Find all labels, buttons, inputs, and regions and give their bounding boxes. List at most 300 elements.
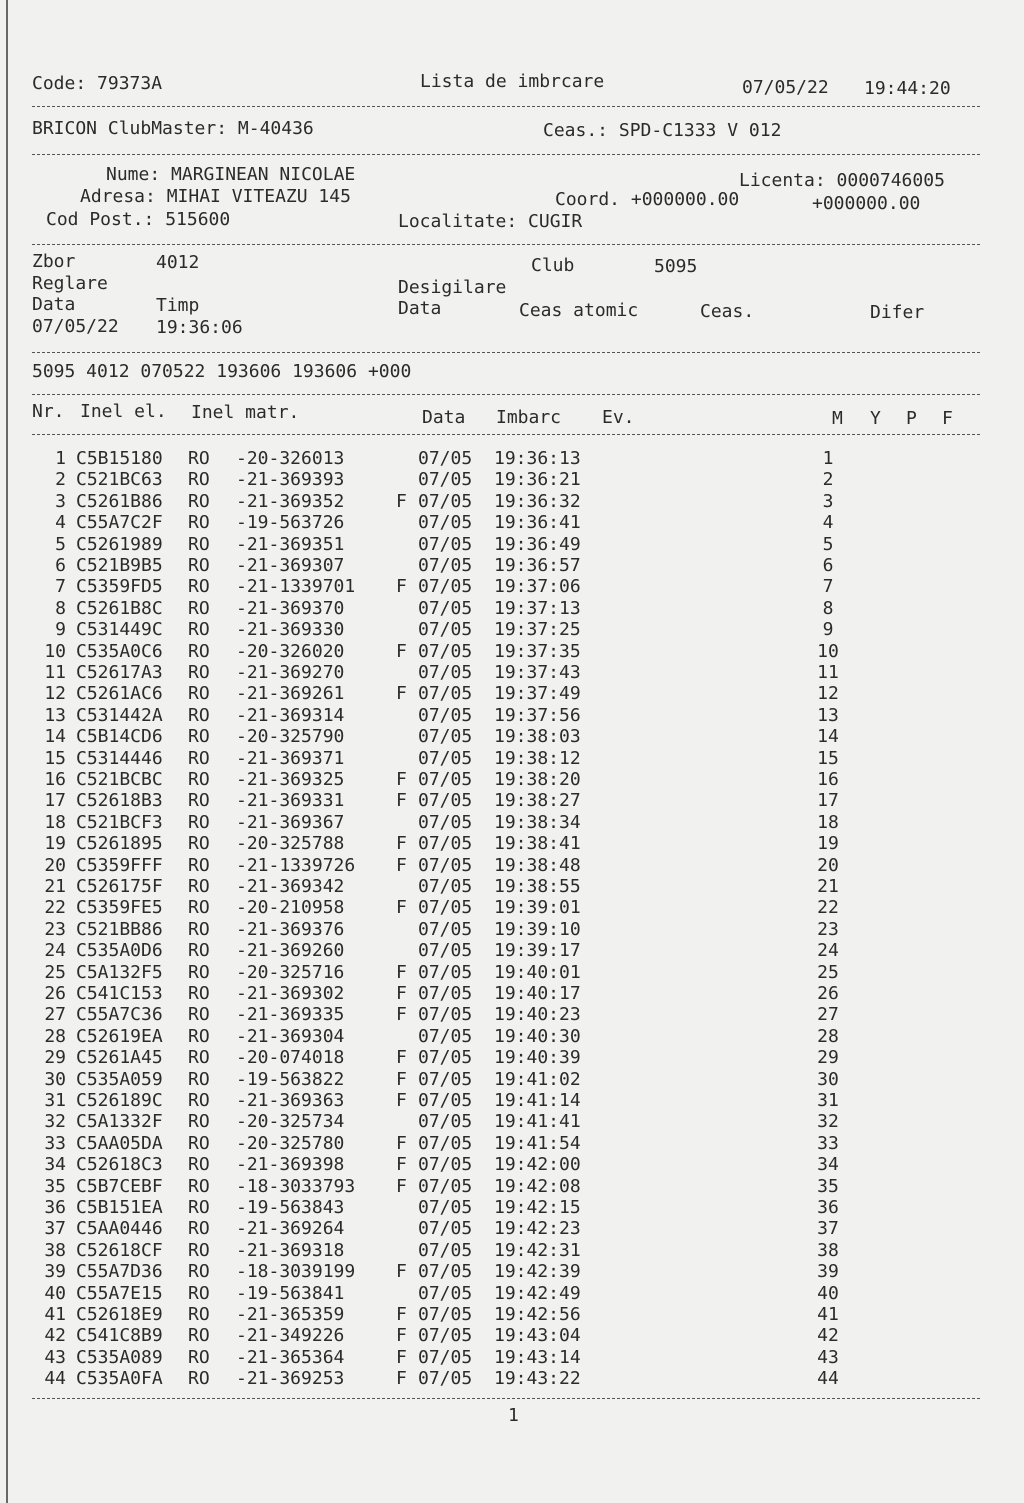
ring-number: -21-369352 — [236, 490, 345, 512]
country-code: RO — [188, 854, 210, 876]
electronic-ring: C52618CF — [76, 1239, 163, 1261]
coordinates-second: +000000.00 — [812, 193, 921, 214]
flag-mark: F — [396, 854, 407, 876]
country-code: RO — [188, 1197, 210, 1218]
m-count: 21 — [817, 876, 839, 897]
flag-mark: F — [396, 983, 407, 1004]
table-row — [0, 555, 1024, 576]
flag-mark: F — [396, 1325, 407, 1347]
basket-time: 19:41:14 — [494, 1090, 581, 1111]
row-number: 8 — [55, 597, 66, 619]
table-row — [0, 512, 1024, 533]
basket-date: 07/05 — [418, 619, 473, 641]
country-code: RO — [188, 1004, 210, 1026]
basket-time: 19:40:39 — [494, 1047, 581, 1069]
ring-number: -21-369393 — [236, 469, 345, 491]
country-code: RO — [188, 726, 210, 748]
country-code: RO — [188, 662, 210, 683]
basket-time: 19:38:55 — [494, 876, 581, 897]
m-count: 12 — [817, 683, 839, 705]
flag-mark: F — [396, 1175, 407, 1197]
basket-time: 19:42:56 — [494, 1304, 581, 1325]
basket-date: 07/05 — [418, 1025, 473, 1047]
table-row — [0, 833, 1024, 854]
flight-code-line: 5095 4012 070522 193606 193606 +000 — [32, 361, 412, 382]
row-number: 29 — [44, 1047, 66, 1069]
table-row — [0, 1069, 1024, 1090]
owner-postal-code: Cod Post.: 515600 — [46, 209, 231, 230]
country-code: RO — [188, 940, 210, 962]
flag-mark: F — [396, 1304, 407, 1325]
basket-date: 07/05 — [418, 983, 473, 1004]
basket-date: 07/05 — [418, 1154, 473, 1176]
flag-mark: F — [396, 1154, 407, 1176]
basket-date: 07/05 — [418, 469, 473, 491]
flag-mark: F — [396, 790, 407, 812]
row-number: 40 — [44, 1282, 66, 1304]
basket-date: 07/05 — [418, 597, 473, 619]
electronic-ring: C535A089 — [76, 1346, 163, 1368]
ceas-atomic-label: Ceas atomic — [519, 300, 639, 321]
basket-time: 19:37:43 — [494, 662, 581, 683]
ring-number: -21-369318 — [236, 1239, 345, 1261]
ring-number: -19-563841 — [236, 1282, 345, 1304]
flag-mark: F — [396, 1132, 407, 1154]
m-count: 7 — [822, 576, 834, 598]
m-count: 23 — [817, 918, 839, 940]
ring-number: -20-325716 — [236, 961, 345, 983]
ring-number: -21-365359 — [236, 1304, 345, 1325]
row-number: 17 — [44, 790, 66, 812]
document-title: Lista de imbrcare — [420, 71, 605, 92]
basket-time: 19:36:21 — [494, 469, 581, 491]
reglare-time: 19:36:06 — [156, 317, 243, 338]
ring-number: -20-326013 — [236, 448, 345, 469]
row-number: 5 — [55, 533, 66, 555]
ring-number: -21-369260 — [236, 940, 345, 962]
electronic-ring: C521BC63 — [76, 469, 163, 491]
m-count: 44 — [817, 1368, 839, 1390]
row-number: 24 — [44, 940, 66, 962]
country-code: RO — [188, 1346, 210, 1368]
electronic-ring: C55A7C2F — [76, 512, 163, 534]
basket-time: 19:42:49 — [494, 1282, 581, 1304]
table-row — [0, 790, 1024, 811]
country-code: RO — [188, 597, 210, 619]
m-count: 5 — [822, 533, 834, 555]
col-inel-matr: Inel matr. — [191, 402, 300, 423]
basket-date: 07/05 — [418, 1325, 473, 1347]
row-number: 36 — [44, 1197, 66, 1218]
table-row — [0, 1047, 1024, 1068]
country-code: RO — [188, 1239, 210, 1261]
basket-time: 19:42:31 — [494, 1239, 581, 1261]
flag-mark: F — [396, 769, 407, 790]
country-code: RO — [188, 983, 210, 1004]
m-count: 1 — [822, 448, 834, 469]
club-label: Club — [531, 255, 575, 276]
country-code: RO — [188, 961, 210, 983]
basket-time: 19:42:15 — [494, 1197, 581, 1218]
row-number: 11 — [44, 662, 66, 683]
ring-number: -21-369314 — [236, 704, 345, 726]
electronic-ring: C52618E9 — [76, 1304, 163, 1325]
ring-number: -21-369261 — [236, 683, 345, 705]
m-count: 32 — [817, 1111, 839, 1133]
row-number: 38 — [44, 1239, 66, 1261]
ring-number: -21-369370 — [236, 597, 345, 619]
m-count: 28 — [817, 1025, 839, 1047]
electronic-ring: C5AA05DA — [76, 1132, 163, 1154]
electronic-ring: C5AA0446 — [76, 1218, 163, 1240]
col-m: M — [832, 408, 843, 429]
table-row — [0, 919, 1024, 940]
country-code: RO — [188, 1132, 210, 1154]
col-nr: Nr. — [32, 401, 65, 422]
table-row — [0, 491, 1024, 512]
ring-number: -21-369253 — [236, 1368, 345, 1390]
row-number: 26 — [44, 983, 66, 1004]
electronic-ring: C52618B3 — [76, 790, 163, 812]
reglare-label: Reglare — [32, 273, 108, 294]
row-number: 43 — [44, 1346, 66, 1368]
electronic-ring: C5261A45 — [76, 1047, 163, 1069]
electronic-ring: C521BCBC — [76, 769, 163, 790]
ring-number: -19-563726 — [236, 512, 345, 534]
country-code: RO — [188, 683, 210, 705]
m-count: 38 — [817, 1239, 839, 1261]
m-count: 17 — [817, 790, 839, 812]
table-row — [0, 1111, 1024, 1132]
basket-time: 19:43:14 — [494, 1346, 581, 1368]
ring-number: -21-369331 — [236, 790, 345, 812]
m-count: 22 — [817, 897, 839, 919]
m-count: 34 — [817, 1154, 839, 1176]
m-count: 14 — [817, 726, 839, 748]
m-count: 26 — [817, 983, 839, 1004]
row-number: 27 — [44, 1004, 66, 1026]
basket-date: 07/05 — [418, 640, 473, 662]
electronic-ring: C5261B86 — [76, 490, 163, 512]
country-code: RO — [188, 512, 210, 534]
country-code: RO — [188, 897, 210, 919]
table-row — [0, 469, 1024, 490]
m-count: 25 — [817, 961, 839, 983]
col-inel-el: Inel el. — [80, 401, 167, 422]
ring-number: -20-325780 — [236, 1132, 345, 1154]
ring-number: -20-325788 — [236, 833, 345, 855]
basket-time: 19:40:17 — [494, 983, 581, 1004]
country-code: RO — [188, 704, 210, 726]
ring-number: -18-3033793 — [236, 1175, 356, 1197]
table-row — [0, 1347, 1024, 1368]
ring-number: -21-369302 — [236, 983, 345, 1004]
country-code: RO — [188, 1025, 210, 1047]
basket-time: 19:36:49 — [494, 533, 581, 555]
flag-mark: F — [396, 897, 407, 919]
club-value: 5095 — [654, 256, 698, 277]
country-code: RO — [188, 1175, 210, 1197]
basket-date: 07/05 — [418, 1239, 473, 1261]
table-row — [0, 876, 1024, 897]
print-time: 19:44:20 — [864, 78, 951, 99]
row-number: 37 — [44, 1218, 66, 1240]
country-code: RO — [188, 640, 210, 662]
basket-date: 07/05 — [418, 1132, 473, 1154]
m-count: 31 — [817, 1090, 839, 1111]
m-count: 27 — [817, 1004, 839, 1026]
flag-mark: F — [396, 1047, 407, 1069]
m-count: 4 — [822, 512, 834, 534]
table-row — [0, 1154, 1024, 1175]
basket-time: 19:38:12 — [494, 747, 581, 769]
country-code: RO — [188, 1261, 210, 1283]
basket-time: 19:42:39 — [494, 1261, 581, 1283]
country-code: RO — [188, 448, 210, 469]
ring-number: -21-369351 — [236, 533, 345, 555]
basket-time: 19:42:23 — [494, 1218, 581, 1240]
basket-date: 07/05 — [418, 1218, 473, 1240]
basket-time: 19:43:04 — [494, 1325, 581, 1347]
basket-date: 07/05 — [418, 1175, 473, 1197]
electronic-ring: C5359FFF — [76, 854, 163, 876]
basket-time: 19:43:22 — [494, 1368, 581, 1390]
basket-date: 07/05 — [418, 833, 473, 855]
table-row — [0, 769, 1024, 790]
electronic-ring: C5261895 — [76, 833, 163, 855]
table-row — [0, 962, 1024, 983]
country-code: RO — [188, 1047, 210, 1069]
row-number: 21 — [44, 876, 66, 897]
flag-mark: F — [396, 683, 407, 705]
flag-mark: F — [396, 576, 407, 598]
electronic-ring: C5261AC6 — [76, 683, 163, 705]
row-number: 44 — [44, 1368, 66, 1390]
country-code: RO — [188, 1325, 210, 1347]
electronic-ring: C535A0D6 — [76, 940, 163, 962]
electronic-ring: C531442A — [76, 704, 163, 726]
basket-date: 07/05 — [418, 854, 473, 876]
table-row — [0, 705, 1024, 726]
table-row — [0, 1283, 1024, 1304]
ring-number: -21-369325 — [236, 769, 345, 790]
electronic-ring: C55A7C36 — [76, 1004, 163, 1026]
m-count: 19 — [817, 833, 839, 855]
basket-date: 07/05 — [418, 961, 473, 983]
table-row — [0, 726, 1024, 747]
flag-mark: F — [396, 1004, 407, 1026]
ring-number: -21-369363 — [236, 1090, 345, 1111]
col-p: P — [906, 408, 917, 429]
electronic-ring: C541C153 — [76, 983, 163, 1004]
basket-date: 07/05 — [418, 704, 473, 726]
table-row — [0, 1004, 1024, 1025]
electronic-ring: C535A0C6 — [76, 640, 163, 662]
owner-address: Adresa: MIHAI VITEAZU 145 — [80, 186, 351, 207]
m-count: 13 — [817, 704, 839, 726]
table-row — [0, 1176, 1024, 1197]
row-number: 15 — [44, 747, 66, 769]
electronic-ring: C5B15180 — [76, 448, 163, 469]
country-code: RO — [188, 619, 210, 641]
owner-locality: Localitate: CUGIR — [398, 211, 583, 232]
basket-time: 19:41:02 — [494, 1068, 581, 1090]
table-row — [0, 812, 1024, 833]
basket-date: 07/05 — [418, 940, 473, 962]
m-count: 3 — [822, 490, 834, 512]
data-label: Data — [32, 294, 76, 315]
country-code: RO — [188, 1154, 210, 1176]
desigilare-data-label: Data — [398, 298, 442, 319]
row-number: 34 — [44, 1154, 66, 1176]
flag-mark: F — [396, 1368, 407, 1390]
table-row — [0, 983, 1024, 1004]
table-row — [0, 1368, 1024, 1389]
ring-number: -19-563822 — [236, 1068, 345, 1090]
row-number: 41 — [44, 1304, 66, 1325]
basket-time: 19:36:32 — [494, 490, 581, 512]
table-row — [0, 1090, 1024, 1111]
row-number: 22 — [44, 897, 66, 919]
divider — [32, 434, 980, 435]
country-code: RO — [188, 1218, 210, 1240]
country-code: RO — [188, 576, 210, 598]
basket-date: 07/05 — [418, 1261, 473, 1283]
electronic-ring: C5359FE5 — [76, 897, 163, 919]
basket-date: 07/05 — [418, 576, 473, 598]
row-number: 1 — [55, 448, 66, 469]
basket-date: 07/05 — [418, 1197, 473, 1218]
m-count: 11 — [817, 662, 839, 683]
ring-number: -21-369307 — [236, 555, 345, 576]
basket-date: 07/05 — [418, 490, 473, 512]
country-code: RO — [188, 876, 210, 897]
table-row — [0, 534, 1024, 555]
basket-date: 07/05 — [418, 1004, 473, 1026]
col-ev: Ev. — [602, 407, 635, 428]
basket-time: 19:38:48 — [494, 854, 581, 876]
country-code: RO — [188, 1068, 210, 1090]
row-number: 25 — [44, 961, 66, 983]
basket-time: 19:42:00 — [494, 1154, 581, 1176]
electronic-ring: C521B9B5 — [76, 555, 163, 576]
divider — [32, 244, 980, 245]
zbor-label: Zbor — [32, 251, 76, 272]
country-code: RO — [188, 1282, 210, 1304]
country-code: RO — [188, 490, 210, 512]
col-y: Y — [870, 408, 881, 429]
electronic-ring: C541C8B9 — [76, 1325, 163, 1347]
country-code: RO — [188, 1368, 210, 1390]
ring-number: -18-3039199 — [236, 1261, 356, 1283]
basket-date: 07/05 — [418, 811, 473, 833]
table-row — [0, 940, 1024, 961]
electronic-ring: C521BCF3 — [76, 811, 163, 833]
ceas-column-label: Ceas. — [700, 301, 755, 322]
reglare-date: 07/05/22 — [32, 316, 119, 337]
basket-time: 19:41:54 — [494, 1132, 581, 1154]
basket-date: 07/05 — [418, 555, 473, 576]
row-number: 12 — [44, 683, 66, 705]
basket-date: 07/05 — [418, 683, 473, 705]
country-code: RO — [188, 1111, 210, 1133]
row-number: 6 — [55, 555, 66, 576]
row-number: 14 — [44, 726, 66, 748]
m-count: 18 — [817, 811, 839, 833]
col-f: F — [942, 408, 953, 429]
country-code: RO — [188, 769, 210, 790]
m-count: 43 — [817, 1346, 839, 1368]
m-count: 41 — [817, 1304, 839, 1325]
row-number: 42 — [44, 1325, 66, 1347]
basket-time: 19:38:41 — [494, 833, 581, 855]
difer-label: Difer — [870, 302, 925, 323]
clubmaster-label: BRICON ClubMaster: M-40436 — [32, 118, 314, 139]
coordinates: Coord. +000000.00 — [555, 189, 740, 210]
flag-mark: F — [396, 490, 407, 512]
electronic-ring: C5A132F5 — [76, 961, 163, 983]
table-row — [0, 748, 1024, 769]
basket-time: 19:39:17 — [494, 940, 581, 962]
electronic-ring: C55A7E15 — [76, 1282, 163, 1304]
basket-date: 07/05 — [418, 1111, 473, 1133]
electronic-ring: C521BB86 — [76, 918, 163, 940]
basket-date: 07/05 — [418, 726, 473, 748]
m-count: 35 — [817, 1175, 839, 1197]
basket-time: 19:37:49 — [494, 683, 581, 705]
basket-date: 07/05 — [418, 876, 473, 897]
ring-number: -21-369304 — [236, 1025, 345, 1047]
country-code: RO — [188, 533, 210, 555]
flag-mark: F — [396, 1261, 407, 1283]
electronic-ring: C5359FD5 — [76, 576, 163, 598]
electronic-ring: C5314446 — [76, 747, 163, 769]
ring-number: -21-369330 — [236, 619, 345, 641]
country-code: RO — [188, 1304, 210, 1325]
m-count: 6 — [822, 555, 834, 576]
row-number: 16 — [44, 769, 66, 790]
row-number: 30 — [44, 1068, 66, 1090]
m-count: 33 — [817, 1132, 839, 1154]
basket-time: 19:38:20 — [494, 769, 581, 790]
table-row — [0, 1304, 1024, 1325]
country-code: RO — [188, 790, 210, 812]
table-row — [0, 1325, 1024, 1346]
ring-number: -21-1339701 — [236, 576, 356, 598]
row-number: 10 — [44, 640, 66, 662]
ring-number: -21-369342 — [236, 876, 345, 897]
row-number: 7 — [55, 576, 66, 598]
page-number: 1 — [508, 1405, 519, 1426]
m-count: 29 — [817, 1047, 839, 1069]
table-row — [0, 1133, 1024, 1154]
table-row — [0, 662, 1024, 683]
divider — [32, 352, 980, 353]
basket-date: 07/05 — [418, 1282, 473, 1304]
col-data: Data — [422, 407, 466, 428]
electronic-ring: C531449C — [76, 619, 163, 641]
electronic-ring: C52618C3 — [76, 1154, 163, 1176]
m-count: 16 — [817, 769, 839, 790]
m-count: 2 — [822, 469, 834, 491]
ring-number: -21-369264 — [236, 1218, 345, 1240]
flag-mark: F — [396, 1068, 407, 1090]
m-count: 24 — [817, 940, 839, 962]
ring-number: -21-1339726 — [236, 854, 356, 876]
basket-date: 07/05 — [418, 1047, 473, 1069]
row-number: 13 — [44, 704, 66, 726]
table-row — [0, 641, 1024, 662]
